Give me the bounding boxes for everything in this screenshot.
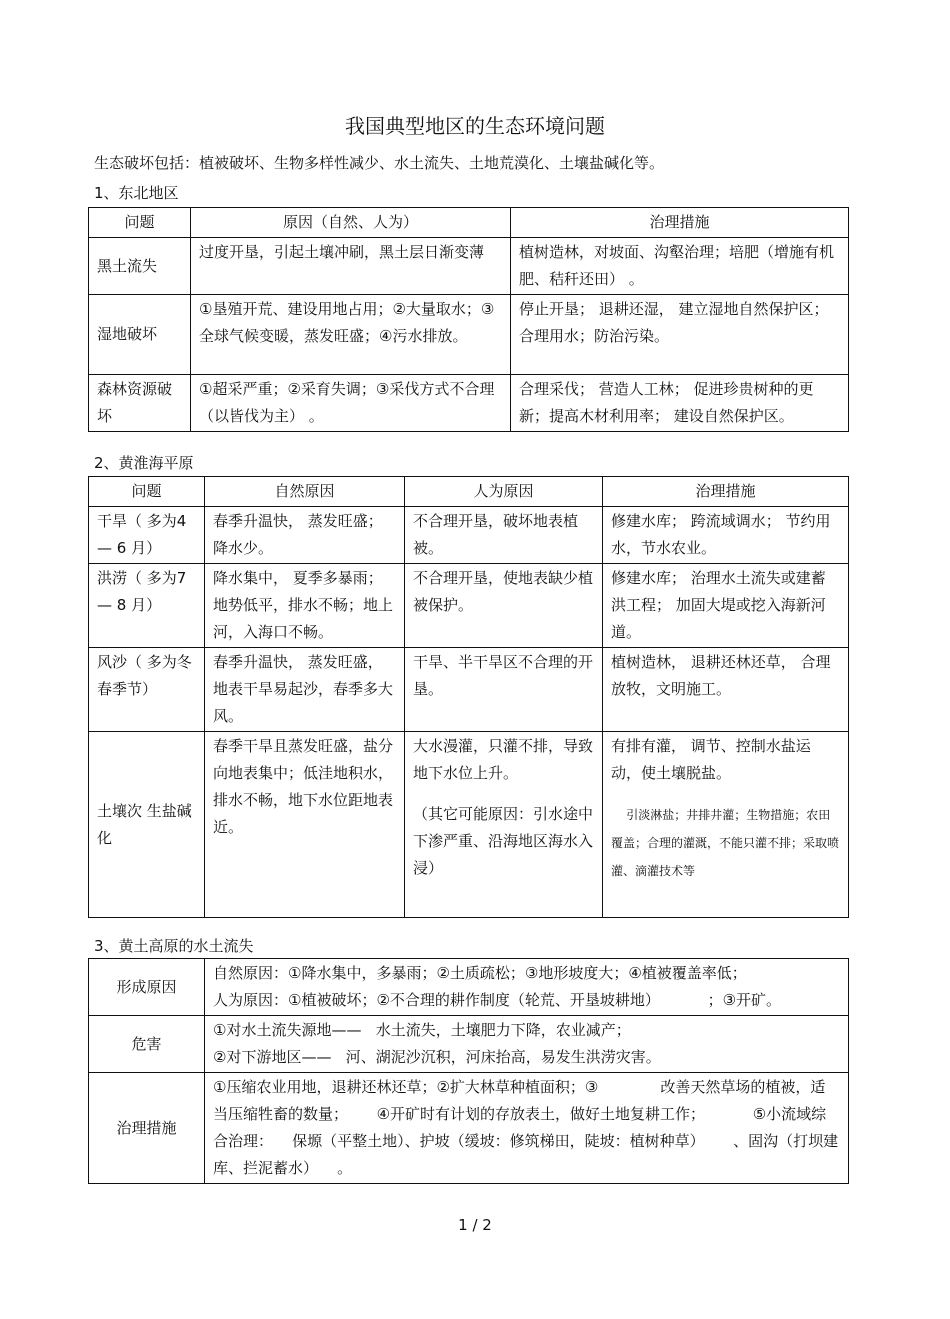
page-number: 1 / 2 [458, 1216, 492, 1234]
content-line: ①压缩农业用地，退耕还林还草；②扩大林草种植面积；③ 改善天然草场的植被，适当压缩牲畜的数量； ④开矿时有计划的存放表土，做好土地复耕工作； ⑤小流域综合治理： 保塬（平整土地）、护坡（缓坡：修筑梯田，陡坡：植树种草） 、固沟（打坝建库、拦泥蓄水） 。 [213, 1078, 839, 1177]
measure-cell: 修建水库； 治理水土流失或建蓄洪工程； 加固大堤或挖入海新河道。 [603, 564, 849, 648]
intro-text: 生态破坏包括：植被破坏、生物多样性减少、水土流失、土地荒漠化、土壤盐碱化等。 [94, 154, 665, 172]
human-cause-cell: 不合理开垦，使地表缺少植被保护。 [405, 564, 603, 648]
measure-extra: 引淡淋盐；井排井灌；生物措施；农田覆盖；合理的灌溉，不能只灌不排；采取喷灌、滴灌技术等 [611, 808, 840, 878]
header-cell: 治理措施 [603, 477, 849, 507]
cause-cell: ①垦殖开荒、建设用地占用；②大量取水；③全球气候变暖，蒸发旺盛；④污水排放。 [191, 295, 511, 375]
measure-text: 有排有灌， 调节、控制水盐运动，使土壤脱盐。 [611, 737, 811, 782]
header-cell: 人为原因 [405, 477, 603, 507]
table-row [89, 507, 849, 564]
measure-cell: 植树造林， 退耕还林还草， 合理放牧，文明施工。 [603, 648, 849, 732]
content-line: 人为原因：①植被破坏；②不合理的耕作制度（轮荒、开垦坡耕地） ；③开矿。 [213, 991, 782, 1009]
table-row [89, 732, 849, 918]
problem-cell: 土壤次 生盐碱化 [89, 732, 205, 918]
section-heading-huanghuaihai: 2、黄淮海平原 [94, 454, 194, 472]
natural-cause-cell: 春季升温快， 蒸发旺盛；降水少。 [205, 507, 405, 564]
content-cell [205, 1073, 849, 1184]
table-row [89, 564, 849, 648]
header-cell: 问题 [89, 208, 191, 238]
table-row [89, 295, 849, 375]
measure-cell: 停止开垦； 退耕还湿， 建立湿地自然保护区；合理用水；防治污染。 [511, 295, 849, 375]
measure-cell: 植树造林，对坡面、沟壑治理；培肥（增施有机肥、秸秆还田） 。 [511, 238, 849, 295]
cause-cell: ①超采严重；②采育失调；③采伐方式不合理（以皆伐为主） 。 [191, 375, 511, 432]
header-cell: 原因（自然、人为） [191, 208, 511, 238]
natural-cause-cell: 春季干旱且蒸发旺盛，盐分向地表集中；低洼地积水，排水不畅，地下水位距地表近。 [205, 732, 405, 918]
human-cause-cell: 干旱、半干旱区不合理的开垦。 [405, 648, 603, 732]
measure-cell: 合理采伐； 营造人工林； 促进珍贵树种的更新；提高木材利用率； 建设自然保护区。 [511, 375, 849, 432]
row-label-cell: 治理措施 [89, 1073, 205, 1184]
table-header-row [89, 208, 849, 238]
content-line: ①对水土流失源地—— 水土流失，土壤肥力下降，农业减产； [213, 1021, 631, 1039]
row-label-cell: 形成原因 [89, 959, 205, 1016]
measure-cell [603, 732, 849, 918]
loess-plateau-table [88, 958, 849, 1184]
human-cause-cell [405, 732, 603, 918]
table-row [89, 1073, 849, 1184]
human-cause-extra: （其它可能原因：引水途中下渗严重、沿海地区海水入浸） [413, 805, 594, 877]
header-cell: 问题 [89, 477, 205, 507]
problem-cell: 湿地破坏 [89, 295, 191, 375]
header-cell: 自然原因 [205, 477, 405, 507]
content-cell [205, 1016, 849, 1073]
content-line: ②对下游地区—— 河、湖泥沙沉积，河床抬高，易发生洪涝灾害。 [213, 1048, 661, 1066]
table-row [89, 959, 849, 1016]
problem-cell: 风沙（ 多为冬春季节） [89, 648, 205, 732]
section-heading-northeast: 1、东北地区 [94, 184, 179, 202]
northeast-table [88, 207, 849, 432]
table-row [89, 1016, 849, 1073]
human-cause-text: 大水漫灌，只灌不排，导致地下水位上升。 [413, 737, 594, 782]
row-label-cell: 危害 [89, 1016, 205, 1073]
problem-cell: 森林资源破坏 [89, 375, 191, 432]
problem-cell: 黑土流失 [89, 238, 191, 295]
natural-cause-cell: 春季升温快， 蒸发旺盛，地表干旱易起沙，春季多大风。 [205, 648, 405, 732]
huanghuaihai-table [88, 476, 849, 918]
content-line: 自然原因：①降水集中，多暴雨；②土质疏松；③地形坡度大；④植被覆盖率低； [213, 964, 747, 982]
problem-cell: 干旱（ 多为4— 6 月） [89, 507, 205, 564]
measure-cell: 修建水库； 跨流域调水； 节约用水，节水农业。 [603, 507, 849, 564]
table-row [89, 238, 849, 295]
header-cell: 治理措施 [511, 208, 849, 238]
page-title: 我国典型地区的生态环境问题 [345, 114, 605, 138]
section-heading-loess-plateau: 3、黄土高原的水土流失 [94, 937, 254, 955]
natural-cause-cell: 降水集中， 夏季多暴雨；地势低平，排水不畅；地上河，入海口不畅。 [205, 564, 405, 648]
problem-cell: 洪涝（ 多为7— 8 月） [89, 564, 205, 648]
content-cell [205, 959, 849, 1016]
table-row [89, 648, 849, 732]
table-row [89, 375, 849, 432]
human-cause-cell: 不合理开垦，破坏地表植被。 [405, 507, 603, 564]
cause-cell: 过度开垦，引起土壤冲刷，黑土层日渐变薄 [191, 238, 511, 295]
table-header-row [89, 477, 849, 507]
